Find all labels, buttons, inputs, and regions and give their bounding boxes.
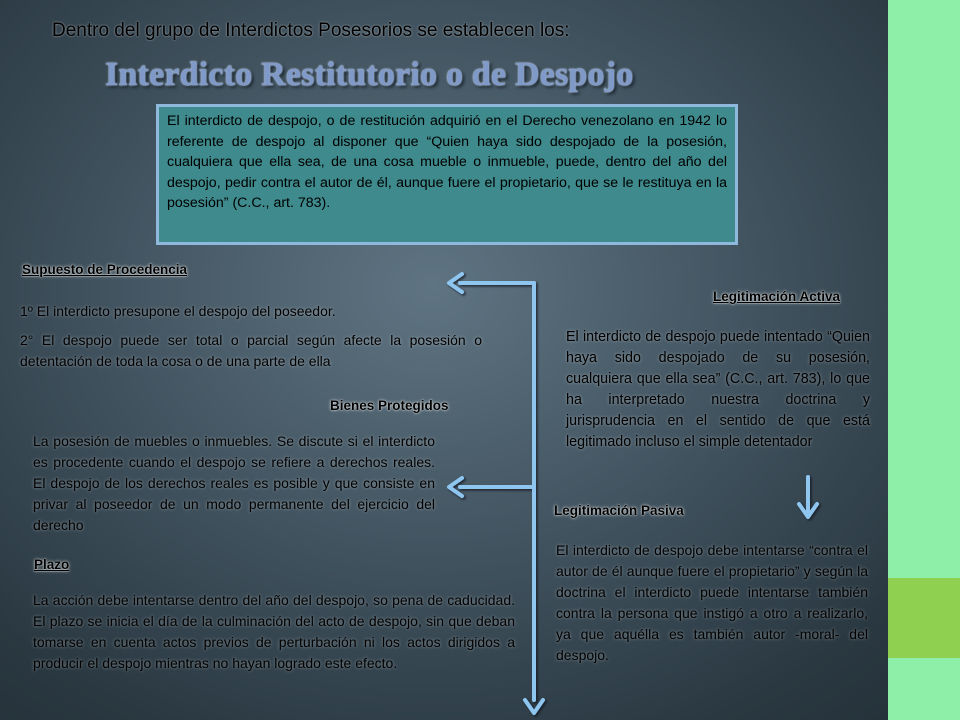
intro-text: Dentro del grupo de Interdictos Posesorios se establecen los:	[52, 20, 570, 41]
supuesto-content	[20, 301, 482, 372]
bienes-text: La posesión de muebles o inmuebles. Se discute si el interdicto es procedente cuando el despojo se refiere a derechos reales. El despojo de los derechos reales es posible y que consiste en privar al poseedor de un modo permanente del ejercicio del derecho	[33, 433, 435, 533]
activa-heading: Legitimación Activa	[713, 289, 841, 304]
supuesto-item-2: 2° El despojo puede ser total o parcial según afecte la posesión o detentación de toda la cosa o de una parte de ella	[20, 332, 482, 369]
supuesto-heading: Supuesto de Procedencia	[22, 262, 188, 277]
slide-title: Interdicto Restitutorio o de Despojo	[105, 56, 634, 93]
pasiva-text: El interdicto de despojo debe intentarse “contra el autor de él aunque fuere el propietario” y según la doctrina el interdicto puede intentarse también contra la persona que instigó a otro a realizarlo, ya que aquélla es también autor -moral- del despojo.	[556, 542, 868, 663]
supuesto-item-1: 1º El interdicto presupone el despojo del poseedor.	[20, 303, 336, 319]
definition-box: El interdicto de despojo, o de restitución adquirió en el Derecho venezolano en 1942 lo referente de despojo al disponer que “Quien haya sido despojado de la posesión, cualquiera que ella sea, de una cosa mueble o inmueble, puede, dentro del año del despojo, pedir contra el autor de él, aunque fuere el propietario, que se le restituya en la posesión” (C.C., art. 783).	[156, 104, 738, 245]
bienes-heading: Bienes Protegidos	[330, 398, 449, 413]
plazo-text: La acción debe intentarse dentro del año del despojo, so pena de caducidad. El plazo se inicia el día de la culminación del acto de despojo, sin que deban tomarse en cuenta actos previos de perturbación ni los actos dirigidos a producir el despojo mientras no hayan logrado este efecto.	[33, 592, 515, 671]
activa-text: El interdicto de despojo puede intentado “Quien haya sido despojado de su posesión, cualquiera que ella sea” (C.C., art. 783), lo que ha interpretado nuestra doctrina y jurisprudencia en el sentido de que está legitimado incluso el simple detentador	[566, 329, 870, 450]
plazo-heading: Plazo	[34, 557, 70, 572]
pasiva-heading: Legitimación Pasiva	[554, 503, 684, 518]
